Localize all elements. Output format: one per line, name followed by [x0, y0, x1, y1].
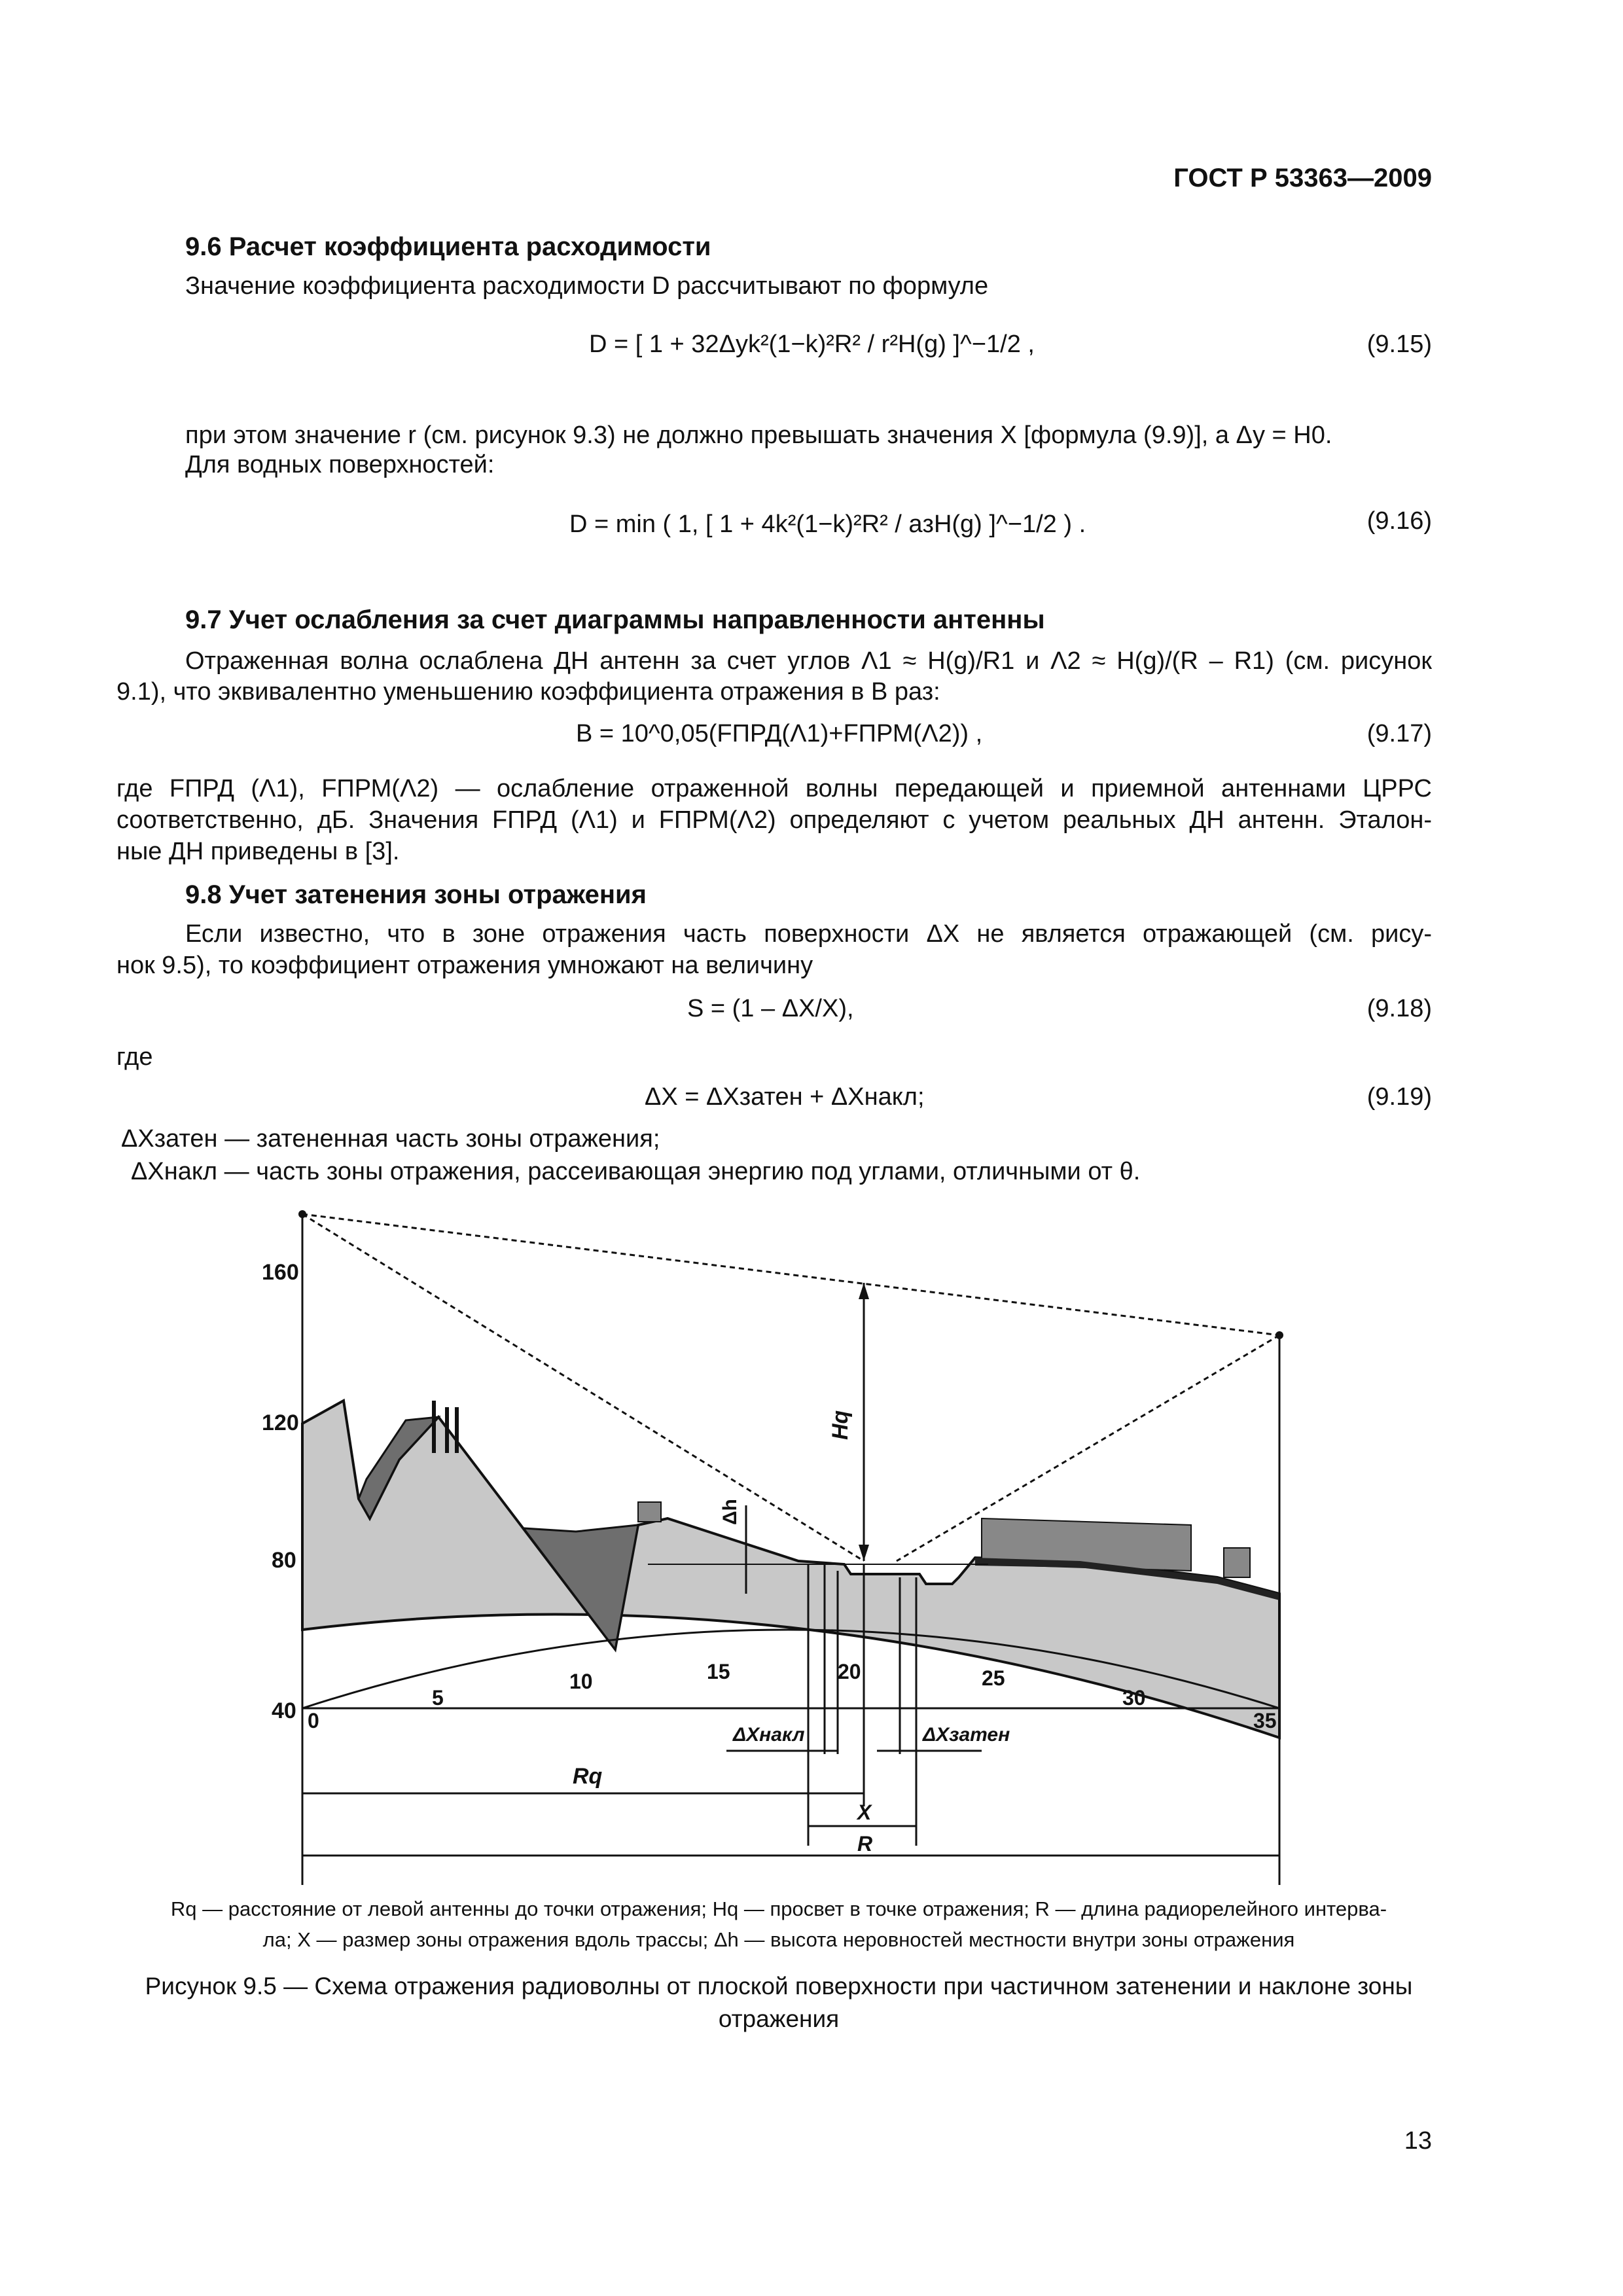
- x-tick-6: 30: [1122, 1686, 1146, 1710]
- building-4: [638, 1502, 661, 1522]
- where-label: где: [116, 1043, 153, 1071]
- section-9-7-heading: 9.7 Учет ослабления за счет диаграммы направленности антенны: [185, 605, 1045, 634]
- section-9-7-p1-line1: Отраженная волна ослаблена ДН антенн за счет углов Λ1 ≈ H(g)/R1 и Λ2 ≈ H(g)/(R – R1) (см. рисунок: [185, 647, 1432, 675]
- section-9-7-p1-line2: 9.1), что эквивалентно уменьшению коэффициента отражения в B раз:: [116, 678, 940, 706]
- formula-9-18-number: (9.18): [1366, 995, 1432, 1022]
- building-2: [445, 1407, 449, 1453]
- left-antenna: [298, 1210, 306, 1218]
- formula-9-15-number: (9.15): [1366, 331, 1432, 358]
- section-9-6-condition: при этом значение r (см. рисунок 9.3) не должно превышать значения X [формула (9.9)], а Δy = H0.: [185, 422, 1332, 449]
- figure-legend-line2: ла; X — размер зоны отражения вдоль трассы; Δh — высота неровностей местности внутри зоны отражения: [262, 1928, 1295, 1951]
- y-tick-2: 80: [272, 1548, 296, 1573]
- section-9-6-heading: 9.6 Расчет коэффициента расходимости: [185, 232, 711, 261]
- formula-9-16: D = min ( 1, [ 1 + 4k²(1−k)²R² / aзH(g) ]^−1/2 ) .: [569, 511, 1086, 538]
- section-9-7-p2-line1: где FПРД (Λ1), FПРМ(Λ2) — ослабление отраженной волны передающей и приемной антеннами ЦРРС: [116, 775, 1432, 802]
- x-tick-0: 0: [308, 1709, 319, 1732]
- figure-caption-line1: Рисунок 9.5 — Схема отражения радиоволны от плоской поверхности при частичном затенении и наклоне зоны: [145, 1973, 1413, 2000]
- x-tick-5: 25: [982, 1666, 1005, 1690]
- label-r: R: [857, 1832, 873, 1856]
- section-9-7-p2-line2: соответственно, дБ. Значения FПРД (Λ1) и FПРМ(Λ2) определяют с учетом реальных ДН антенн. Эталон-: [116, 806, 1432, 834]
- page-number: 13: [1404, 2127, 1432, 2155]
- label-x: X: [857, 1801, 872, 1824]
- formula-9-16-number: (9.16): [1366, 507, 1432, 535]
- x-tick-1: 5: [432, 1686, 444, 1710]
- label-hq: Hq: [828, 1410, 853, 1440]
- x-tick-3: 15: [707, 1660, 730, 1683]
- definition-dx-nakl: ΔXнакл — часть зоны отражения, рассеивающая энергию под углами, отличными от θ.: [131, 1158, 1141, 1185]
- right-antenna: [1275, 1331, 1283, 1339]
- formula-9-17: B = 10^0,05(FПРД(Λ1)+FПРМ(Λ2)) ,: [576, 720, 983, 747]
- x-tick-4: 20: [838, 1660, 861, 1683]
- document-id: ГОСТ Р 53363—2009: [1173, 164, 1432, 192]
- formula-9-19: ΔX = ΔXзатен + ΔXнакл;: [645, 1083, 925, 1111]
- x-tick-7: 35: [1253, 1709, 1277, 1732]
- y-tick-0: 160: [262, 1260, 299, 1285]
- formula-9-19-number: (9.19): [1366, 1083, 1432, 1111]
- y-tick-1: 120: [262, 1410, 299, 1435]
- section-9-6-intro: Значение коэффициента расходимости D рассчитывают по формуле: [185, 272, 989, 300]
- figure-caption-line2: отражения: [718, 2005, 840, 2032]
- label-rq: Rq: [573, 1764, 603, 1789]
- x-tick-2: 10: [569, 1670, 593, 1693]
- formula-9-17-number: (9.17): [1366, 720, 1432, 747]
- building-6: [1224, 1548, 1250, 1577]
- formula-9-15: D = [ 1 + 32Δyk²(1−k)²R² / r²H(g) ]^−1/2 ,: [589, 331, 1035, 358]
- building-1: [432, 1401, 436, 1453]
- building-3: [455, 1407, 459, 1453]
- label-dx-zaten: ΔXзатен: [923, 1724, 1010, 1746]
- label-dx-nakl: ΔXнакл: [733, 1724, 805, 1746]
- figure-legend-line1: Rq — расстояние от левой антенны до точки отражения; Hq — просвет в точке отражения; R — длина радиорелейного интерва-: [170, 1897, 1387, 1920]
- formula-9-18: S = (1 – ΔX/X),: [687, 995, 854, 1022]
- section-9-8-p1-line1: Если известно, что в зоне отражения часть поверхности ΔX не является отражающей (см. рису-: [185, 920, 1432, 948]
- section-9-8-heading: 9.8 Учет затенения зоны отражения: [185, 880, 647, 909]
- y-tick-3: 40: [272, 1698, 296, 1723]
- section-9-7-p2-line3: ные ДН приведены в [3].: [116, 838, 400, 865]
- section-9-8-p1-line2: нок 9.5), то коэффициент отражения умножают на величину: [116, 952, 813, 979]
- definition-dx-zaten: ΔXзатен — затененная часть зоны отражения;: [121, 1125, 660, 1153]
- section-9-6-water: Для водных поверхностей:: [185, 451, 495, 478]
- label-dh: Δh: [719, 1499, 741, 1525]
